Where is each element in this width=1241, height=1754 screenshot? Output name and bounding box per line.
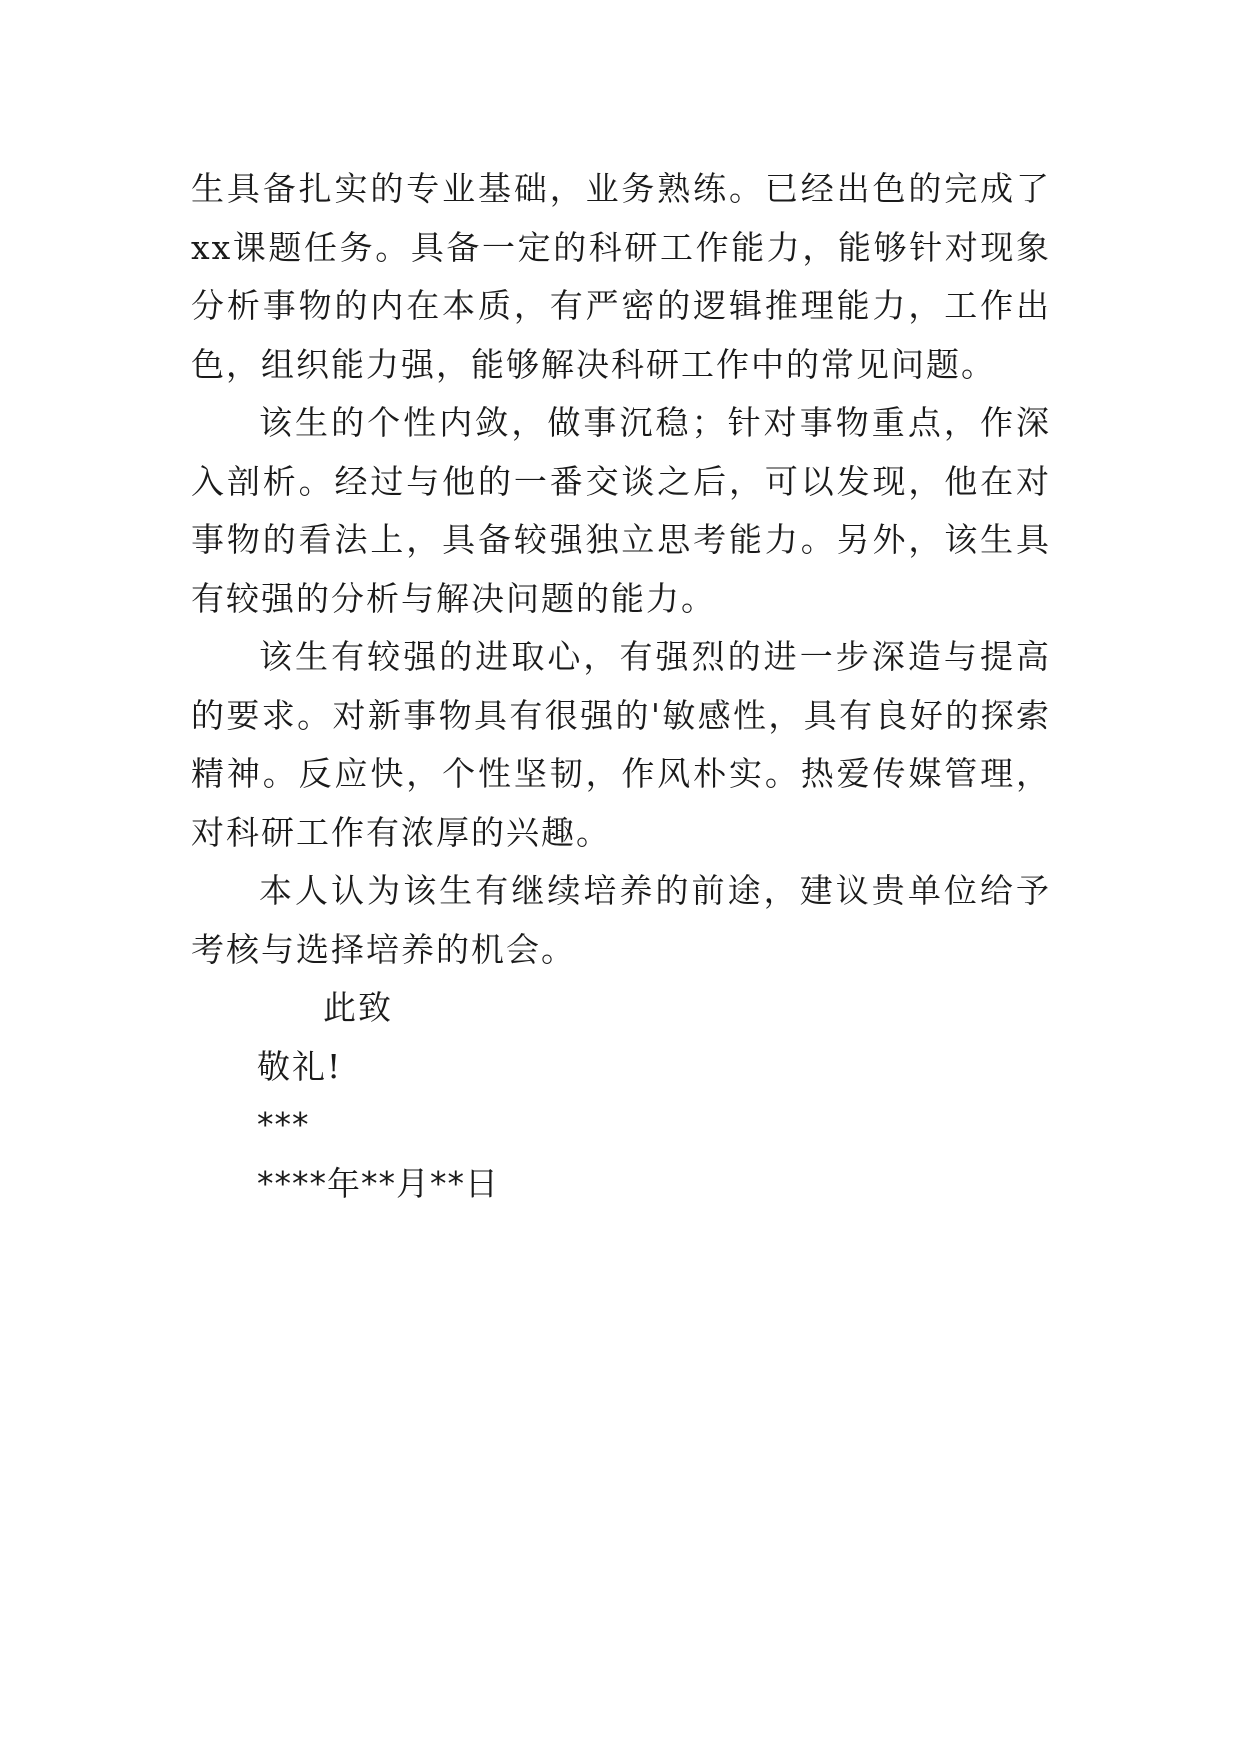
paragraph-personality: 该生的个性内敛，做事沉稳；针对事物重点，作深入剖析。经过与他的一番交谈之后，可以发现，他在对事物的看法上，具备较强独立思考能力。另外，该生具有较强的分析与解决问题的能力。 xyxy=(191,403,1051,618)
letter-date: ****年**月**日 xyxy=(257,1163,499,1203)
letter-body xyxy=(191,160,1051,1213)
paragraph-qualifications: 生具备扎实的专业基础，业务熟练。已经出色的完成了xx课题任务。具备一定的科研工作能力，能够针对现象分析事物的内在本质，有严密的逻辑推理能力，工作出色，组织能力强，能够解决科研工作中的常见问题。 xyxy=(191,169,1051,384)
closing-salute: 敬礼! xyxy=(257,1046,343,1086)
paragraph-motivation: 该生有较强的进取心，有强烈的进一步深造与提高的要求。对新事物具有很强的'敏感性，具有良好的探索精神。反应快，个性坚韧，作风朴实。热爱传媒管理，对科研工作有浓厚的兴趣。 xyxy=(191,637,1051,852)
paragraph-recommendation: 本人认为该生有继续培养的前途，建议贵单位给予考核与选择培养的机会。 xyxy=(191,871,1051,969)
signer-name: *** xyxy=(257,1105,310,1144)
closing-greeting: 此致 xyxy=(323,988,393,1027)
